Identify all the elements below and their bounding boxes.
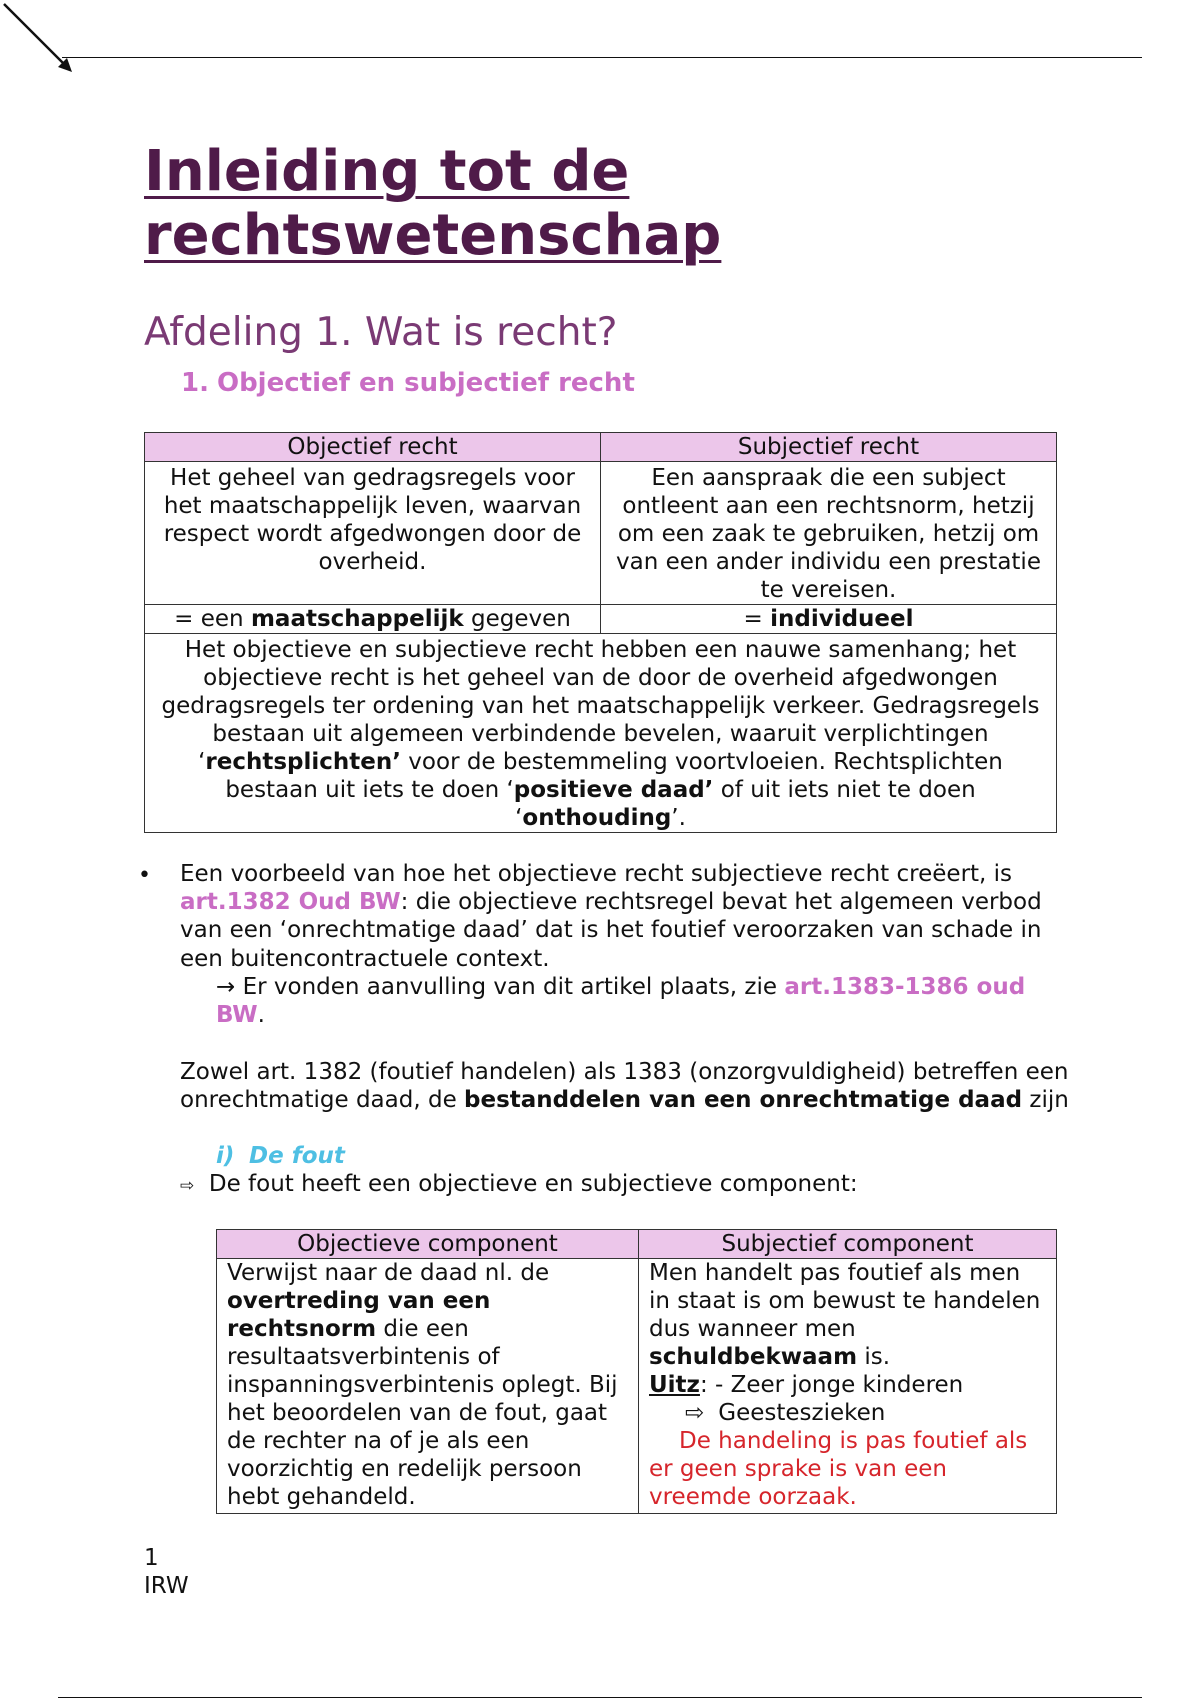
title-line-2: rechtswetenschap xyxy=(144,203,722,268)
article-range-link[interactable]: art.1383-1386 oud BW xyxy=(216,974,1026,1029)
arrow-right-icon: → xyxy=(216,974,236,1000)
objectieve-description: Verwijst naar de daad nl. de overtreding van een rechtsnorm die een resultaatsverbintenis of inspanningsverbintenis oplegt. Bij het beoordelen van de fout, gaat de rechter na of je als een voorzichtig en redelijk persoon hebt gehandeld. xyxy=(217,1259,639,1514)
item-number: i) xyxy=(216,1143,235,1169)
def-subjectief: Een aanspraak die een subject ontleent aan een rechtsnorm, hetzij om een zaak te gebruiken, hetzij om van een ander individu een prestatie te vereisen. xyxy=(601,462,1057,605)
table-row xyxy=(145,605,1057,634)
table-row xyxy=(217,1259,1057,1514)
footer-rule xyxy=(58,1697,1142,1698)
hollow-arrow-icon: ⇨ xyxy=(180,1176,195,1196)
header-rule xyxy=(62,57,1142,58)
uitzondering-label: Uitz xyxy=(649,1372,700,1398)
hollow-arrow-icon: ⇨ xyxy=(685,1400,705,1426)
header-objectief: Objectief recht xyxy=(145,433,601,462)
subjectief-description: Men handelt pas foutief als men in staat is om bewust te handelen dus wanneer men schuldbekwaam is. Uitz: - Zeer jonge kinderen ⇨ Geesteszieken De handeling is pas foutief als er geen sprake is van een vreemde oorzaak. xyxy=(639,1259,1057,1514)
table-header-row xyxy=(217,1230,1057,1259)
subsection-heading xyxy=(181,366,635,400)
item-label: De fout xyxy=(249,1143,345,1169)
bullet-icon: • xyxy=(138,863,151,888)
header-objectieve-component: Objectieve component xyxy=(217,1230,639,1259)
supplement-note: → Er vonden aanvulling van dit artikel plaats, zie art.1383-1386 oud BW. xyxy=(216,974,1026,1029)
nature-subjectief: = individueel xyxy=(601,605,1057,634)
list-item-fout xyxy=(216,1142,345,1170)
def-objectief: Het geheel van gedragsregels voor het maatschappelijk leven, waarvan respect wordt afgedwongen door de overheid. xyxy=(145,462,601,605)
corner-arrow-icon xyxy=(0,0,80,80)
example-paragraph: Een voorbeeld van hoe het objectieve recht subjectieve recht creëert, is art.1382 Oud BW: die objectieve rechtsregel bevat het algemeen verbod van een ‘onrechtmatige daad’ dat is het foutief veroorzaken van schade in een buitencontractuele context. xyxy=(180,861,1042,972)
relation-explanation: Het objectieve en subjectieve recht hebben een nauwe samenhang; het objectieve recht is het geheel van de door de overheid afgedwongen gedragsregels ter ordening van het maatschappelijk verkeer. Gedragsregels bestaan uit algemeen verbindende bevelen, waaruit verplichtingen ‘rechtsplichten’ voor de bestemmeling voortvloeien. Rechtsplichten bestaan uit iets te doen ‘positieve daad’ of uit iets niet te doen ‘onthouding’. xyxy=(145,634,1057,833)
title-line-1: Inleiding tot de xyxy=(144,139,630,204)
elements-paragraph: Zowel art. 1382 (foutief handelen) als 1383 (onzorgvuldigheid) betreffen een onrechtmatige daad, de bestanddelen van een onrechtmatige daad zijn xyxy=(180,1059,1069,1114)
table-row xyxy=(145,634,1057,833)
subsection-number: 1. xyxy=(181,368,209,398)
section-heading: Afdeling 1. Wat is recht? xyxy=(144,310,618,355)
header-subjectief: Subjectief recht xyxy=(601,433,1057,462)
article-link[interactable]: art.1382 Oud BW xyxy=(180,889,401,916)
recht-comparison-table xyxy=(144,432,1057,833)
table-header-row xyxy=(145,433,1057,462)
component-intro: ⇨ De fout heeft een objectieve en subjectieve component: xyxy=(180,1171,858,1197)
footer-label: IRW xyxy=(144,1573,189,1599)
subsection-title: Objectief en subjectief recht xyxy=(216,368,635,398)
component-table xyxy=(216,1229,1057,1514)
vreemde-oorzaak-note: De handeling is pas foutief als er geen sprake is van een vreemde oorzaak. xyxy=(649,1428,1028,1510)
nature-objectief: = een maatschappelijk gegeven xyxy=(145,605,601,634)
page-number: 1 xyxy=(144,1545,159,1571)
document-title xyxy=(144,140,844,268)
table-row xyxy=(145,462,1057,605)
header-subjectief-component: Subjectief component xyxy=(639,1230,1057,1259)
